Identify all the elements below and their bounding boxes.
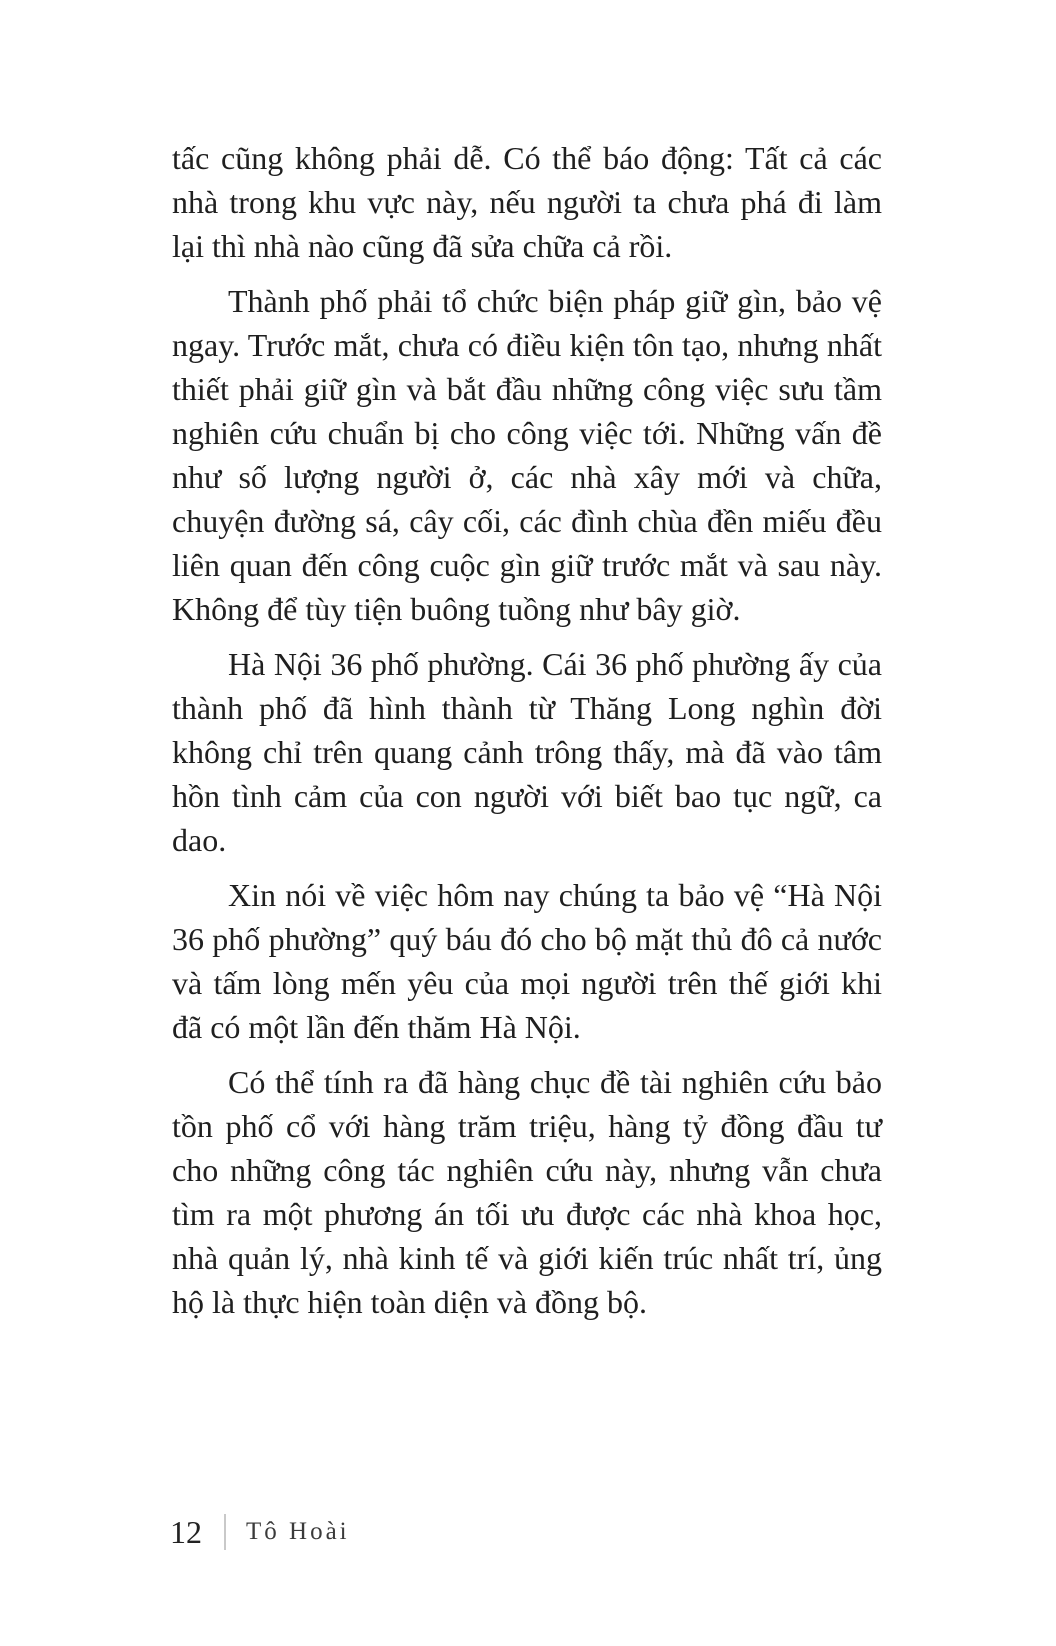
paragraph-continuation: tấc cũng không phải dễ. Có thể báo động: Tất cả các nhà trong khu vực này, nếu người ta chưa phá đi làm lại thì nhà nào cũng đã sửa chữa cả rồi. — [172, 140, 882, 264]
footer-divider — [224, 1514, 226, 1550]
paragraph: Hà Nội 36 phố phường. Cái 36 phố phường ấy của thành phố đã hình thành từ Thăng Long nghìn đời không chỉ trên quang cảnh trông thấy, mà đã vào tâm hồn tình cảm của con người với biết bao tục ngữ, ca dao. — [172, 646, 882, 858]
page-body — [172, 136, 882, 1335]
author-name: Tô Hoài — [246, 1518, 350, 1545]
paragraph: Xin nói về việc hôm nay chúng ta bảo vệ “Hà Nội 36 phố phường” quý báu đó cho bộ mặt thủ đô cả nước và tấm lòng mến yêu của mọi người trên thế giới khi đã có một lần đến thăm Hà Nội. — [172, 877, 882, 1045]
page-footer — [170, 1512, 350, 1552]
paragraph: Thành phố phải tổ chức biện pháp giữ gìn, bảo vệ ngay. Trước mắt, chưa có điều kiện tôn tạo, nhưng nhất thiết phải giữ gìn và bắt đầu những công việc sưu tầm nghiên cứu chuẩn bị cho công việc tới. Những vấn đề như số lượng người ở, các nhà xây mới và chữa, chuyện đường sá, cây cối, các đình chùa đền miếu đều liên quan đến công cuộc gìn giữ trước mắt và sau này. Không để tùy tiện buông tuồng như bây giờ. — [172, 283, 882, 627]
paragraph: Có thể tính ra đã hàng chục đề tài nghiên cứu bảo tồn phố cổ với hàng trăm triệu, hàng tỷ đồng đầu tư cho những công tác nghiên cứu này, nhưng vẫn chưa tìm ra một phương án tối ưu được các nhà khoa học, nhà quản lý, nhà kinh tế và giới kiến trúc nhất trí, ủng hộ là thực hiện toàn diện và đồng bộ. — [172, 1064, 882, 1320]
page-number: 12 — [170, 1514, 202, 1550]
